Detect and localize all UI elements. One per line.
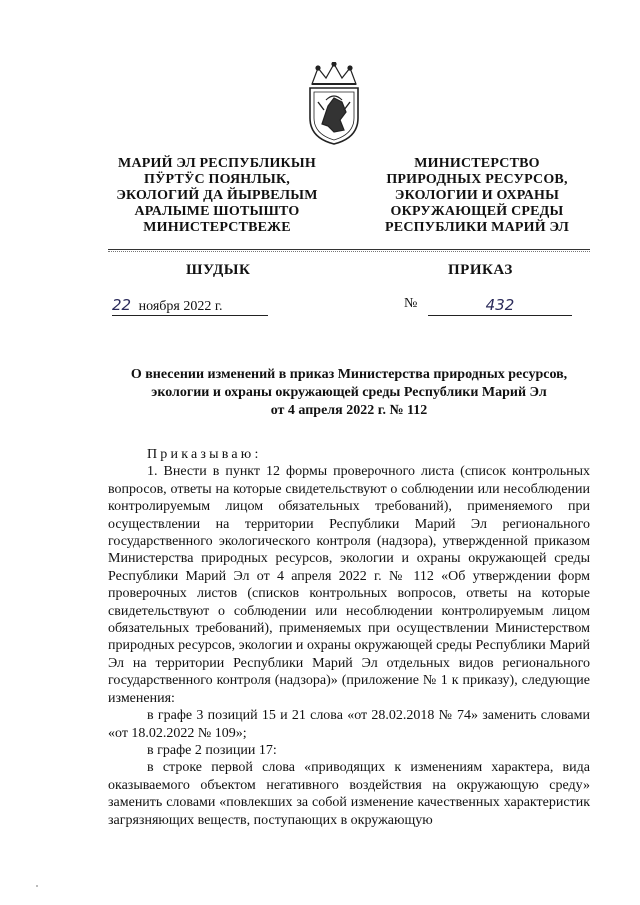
order-number-field bbox=[428, 296, 572, 316]
order-date bbox=[112, 296, 268, 316]
ministry-name-russian-line: ЭКОЛОГИИ И ОХРАНЫ bbox=[394, 188, 560, 203]
ministry-name-russian-line: ОКРУЖАЮЩЕЙ СРЕДЫ bbox=[390, 204, 564, 219]
ministry-name-russian-line: МИНИСТЕРСТВО bbox=[414, 156, 540, 171]
order-title-line: О внесении изменений в приказ Министерства природных ресурсов, bbox=[130, 367, 568, 382]
header-separator bbox=[108, 249, 590, 252]
ministry-name-russian-line: ПРИРОДНЫХ РЕСУРСОВ, bbox=[386, 172, 568, 187]
body-paragraph: в строке первой слова «приводящих к изменениям характера, вида оказываемого объектом негативного воздействия на окружающую среду» заменить словами «повлекших за собой изменение качественных характеристик загрязняющих веществ, поступающих в окружающую bbox=[108, 760, 590, 828]
ministry-name-russian bbox=[364, 156, 590, 236]
ministry-name-mari bbox=[108, 156, 326, 236]
order-title-line: от 4 апреля 2022 г. № 112 bbox=[270, 403, 428, 418]
order-number-label: № bbox=[404, 296, 418, 311]
order-date-month-year: ноября 2022 г. bbox=[138, 299, 223, 314]
order-title bbox=[108, 366, 590, 420]
ministry-name-mari-line: ПӰРТӰС ПОЯНЛЫК, bbox=[143, 172, 291, 187]
doc-type-mari: ШУДЫК bbox=[186, 262, 251, 278]
ministry-name-russian-line: РЕСПУБЛИКИ МАРИЙ ЭЛ bbox=[385, 220, 569, 235]
order-body bbox=[108, 446, 590, 829]
body-paragraph: в графе 3 позиций 15 и 21 слова «от 28.02.2018 № 74» заменить словами «от 18.02.2022 № 109»; bbox=[108, 708, 590, 741]
ministry-name-mari-line: МИНИСТЕРСТВЕЖЕ bbox=[143, 220, 291, 235]
scan-speck bbox=[36, 885, 38, 887]
body-paragraph: в графе 2 позиции 17: bbox=[147, 742, 277, 758]
ministry-name-mari-line: АРАЛЫМЕ ШОТЫШТО bbox=[134, 204, 300, 219]
coat-of-arms-emblem bbox=[298, 62, 370, 146]
order-word: Приказываю: bbox=[147, 447, 262, 462]
ministry-name-mari-line: ЭКОЛОГИЙ ДА ЙЫРВЕЛЫМ bbox=[116, 188, 318, 203]
body-paragraph: 1. Внести в пункт 12 формы проверочного листа (список контрольных вопросов, ответы на которые свидетельствуют о соблюдении или несоблюдении контролируемым лицом обязательных требований), применяемого при осуществлении на территории Республики Марий Эл регионального государственного экологического контроля (надзора), утвержденной приказом Министерства природных ресурсов, экологии и охраны окружающей среды Республики Марий Эл от 4 апреля 2022 г. № 112 «Об утверждении форм проверочных листов (списков контрольных вопросов, ответы на которые свидетельствуют о соблюдении или несоблюдении контролируемым лицом обязательных требований), применяемых при осуществлении Министерством природных ресурсов, экологии и охраны окружающей среды Республики Марий Эл на территории Республики Марий Эл отдельных видов регионального государственного контроля (надзора)» (приложение № 1 к приказу), следующие изменения: bbox=[108, 464, 590, 706]
order-number: 432 bbox=[485, 296, 515, 314]
order-date-day: 22 bbox=[112, 296, 132, 314]
doc-type-russian: ПРИКАЗ bbox=[448, 262, 513, 278]
order-title-line: экологии и охраны окружающей среды Республики Марий Эл bbox=[151, 385, 547, 400]
ministry-name-mari-line: МАРИЙ ЭЛ РЕСПУБЛИКЫН bbox=[118, 156, 316, 171]
